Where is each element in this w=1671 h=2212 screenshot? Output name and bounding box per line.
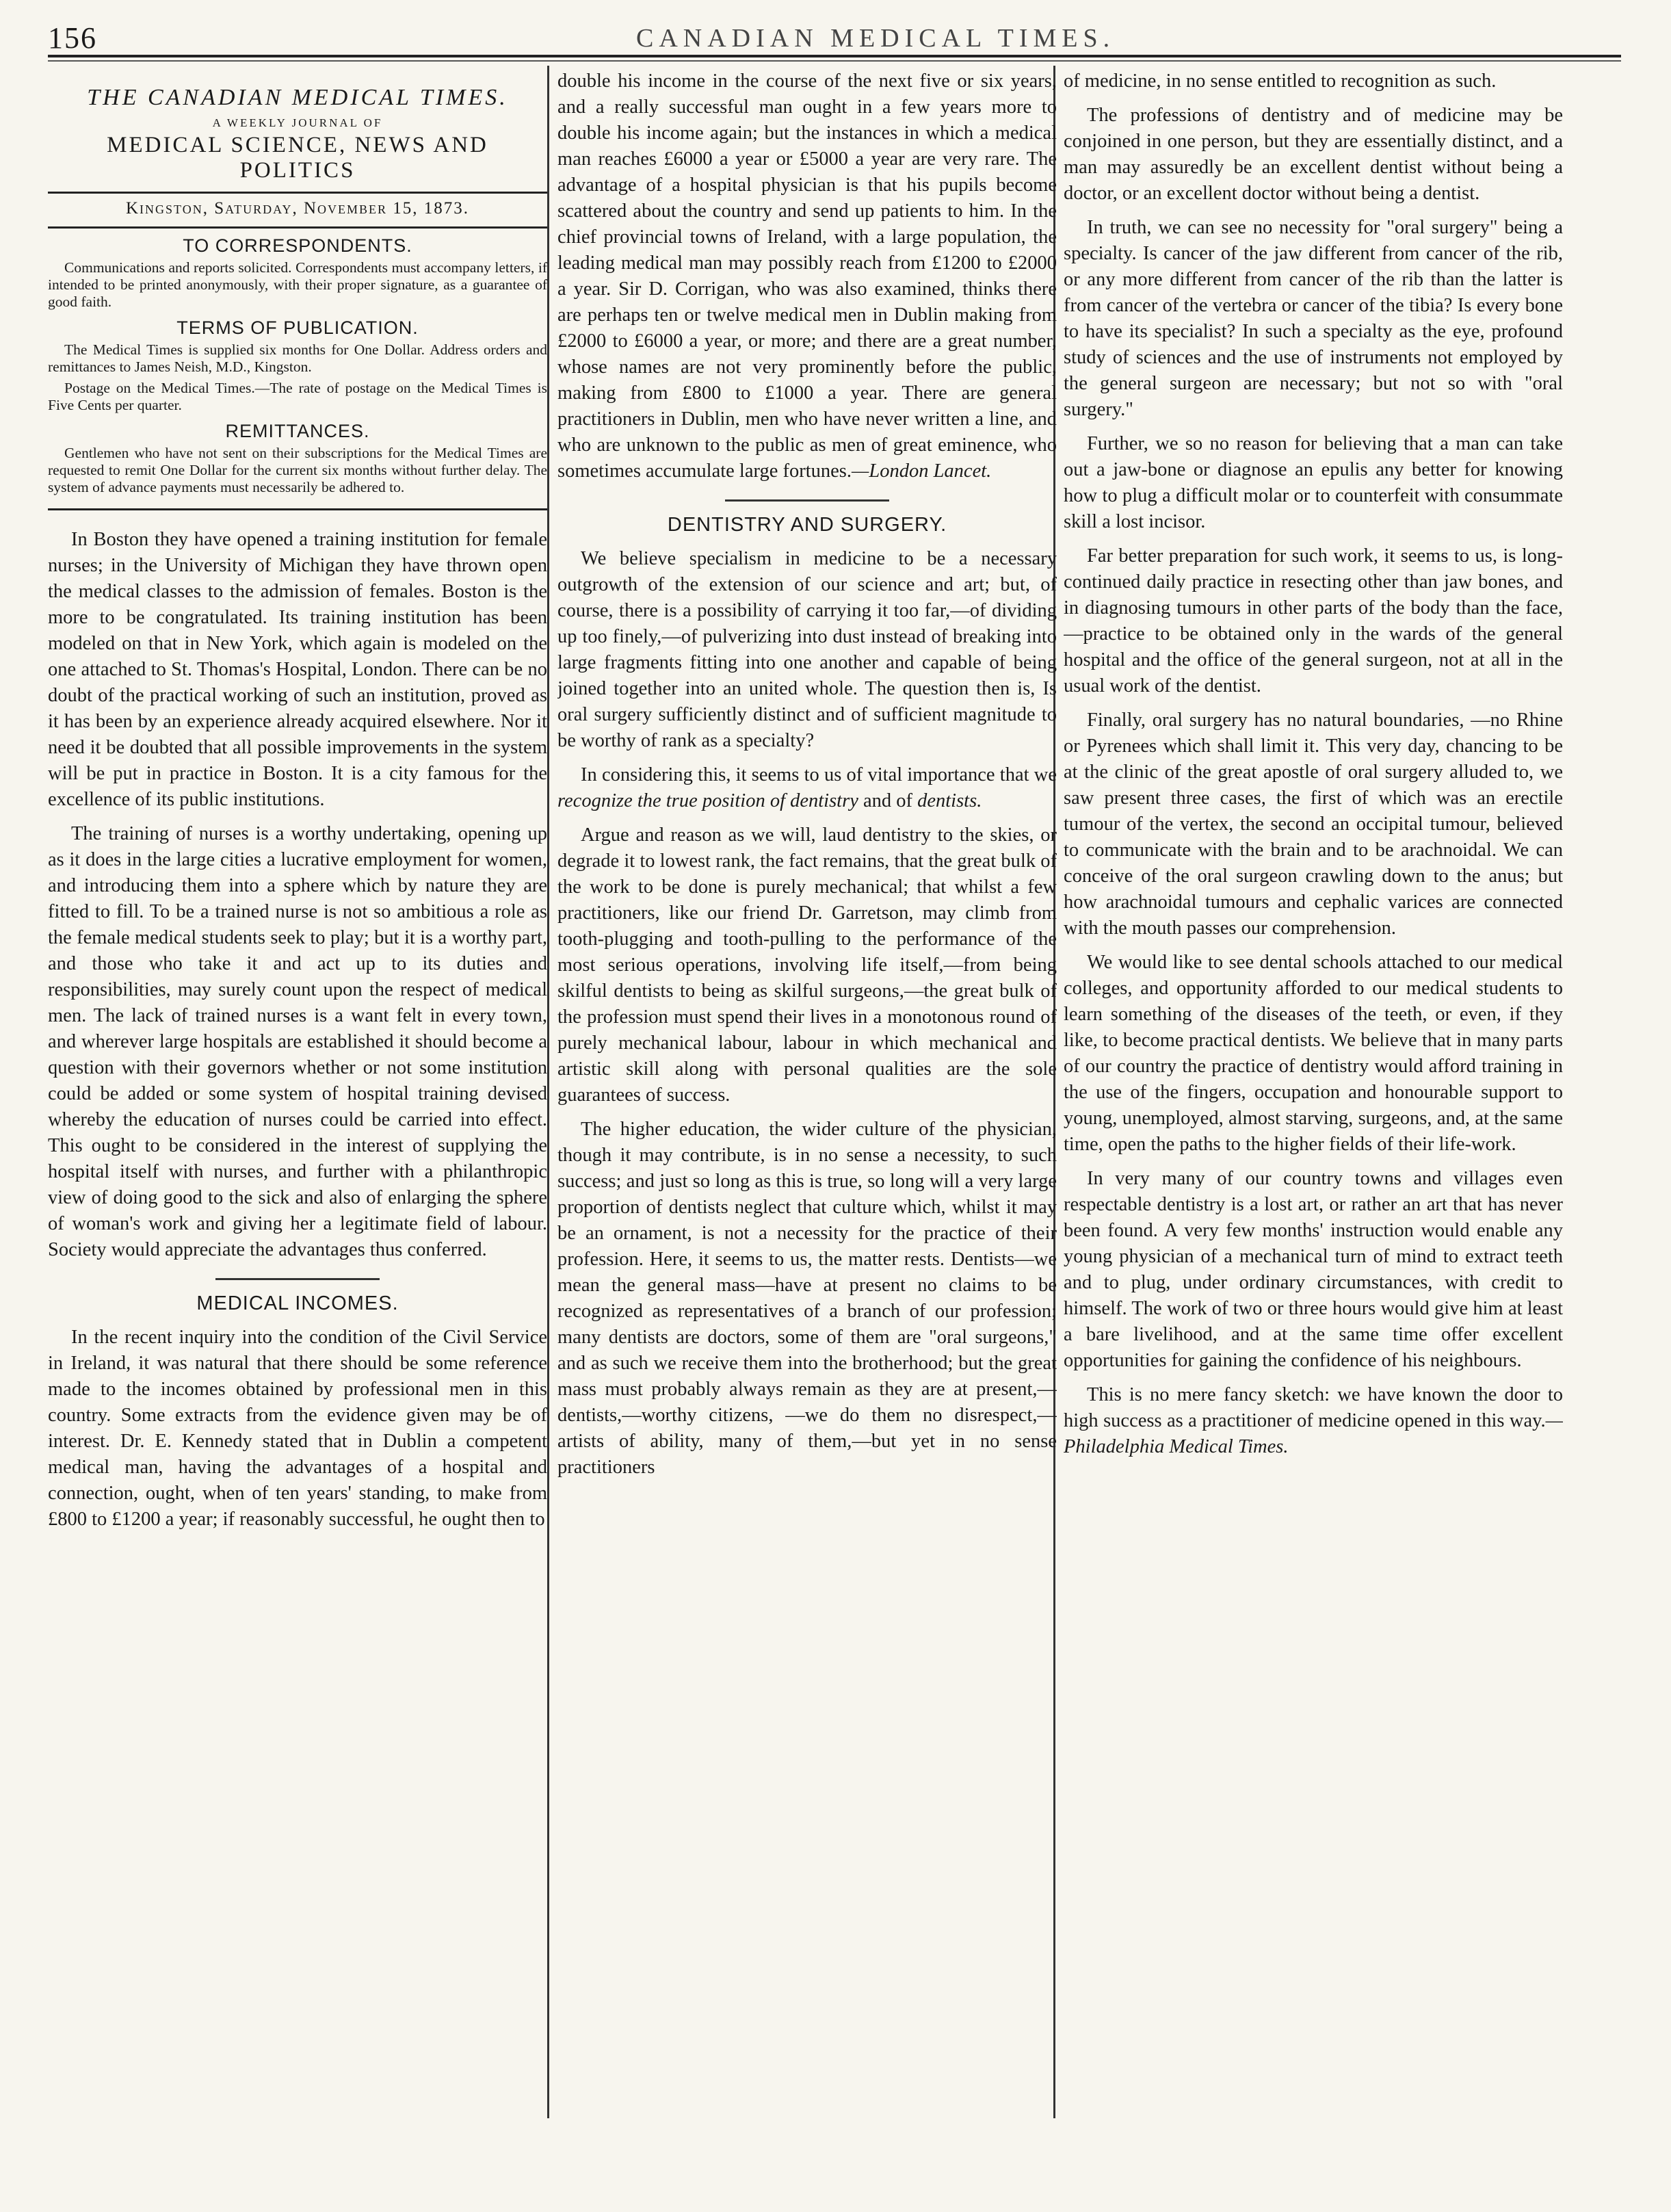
column-1 [48, 68, 547, 2162]
source-citation: —London Lancet. [852, 460, 992, 482]
paragraph-text: In considering this, it seems to us of vital importance that we [581, 764, 1057, 785]
section-rule [48, 508, 547, 510]
article-paragraph: of medicine, in no sense entitled to recognition as such. [1064, 70, 1497, 92]
notice-heading: TO CORRESPONDENTS. [183, 235, 412, 256]
notice-text: Communications and reports solicited. Correspondents must accompany letters, if intended to be printed anonymously, with their proper signature, as a guarantee of good faith. [48, 259, 547, 310]
notice-heading: TERMS OF PUBLICATION. [176, 317, 419, 338]
emphasis-text: recognize the true position of dentistry [557, 790, 858, 811]
column-divider [547, 66, 549, 2118]
article-paragraph [557, 68, 1057, 484]
header-rule-thin [48, 60, 1621, 62]
notice-text: The Medical Times is supplied six months for One Dollar. Address orders and remittances to James Neish, M.D., Kingston. [48, 341, 547, 375]
notice-text: Postage on the Medical Times.—The rate of postage on the Medical Times is Five Cents per quarter. [48, 380, 547, 413]
article-paragraph: We would like to see dental schools attached to our medical colleges, and opportunity afforded to our medical students to learn something of the diseases of the teeth, or even, if they like, to become practical dentists. We believe that in many parts of our country the practice of dentistry would afford training in the use of the fingers, occupation and honourable support to young, unemployed, almost starving, surgeons, and, at the same time, open the paths to the higher fields of their life-work. [1064, 952, 1563, 1155]
article-paragraph: Argue and reason as we will, laud dentistry to the skies, or degrade it to lowest rank, the fact remains, that the great bulk of the work to be done is purely mechanical; that whilst a few practitioners, like our friend Dr. Garretson, may climb from tooth-plugging and tooth-pulling to the performance of the most serious operations, involving life itself,—from being skilful dentists to being as skilful surgeons,—the great bulk of the profession must spend their lives in a monotonous round of purely mechanical labour, labour in which mechanical and artistic skill along with personal qualities are the sole guarantees of success. [557, 824, 1057, 1106]
running-head [48, 21, 1614, 53]
section-rule [725, 499, 889, 502]
paragraph-text: and of [858, 790, 918, 811]
column-2 [557, 68, 1057, 2162]
header-rule [48, 55, 1621, 57]
dateline: Kingston, Saturday, November 15, 1873. [125, 199, 470, 218]
article-paragraph: Further, we so no reason for believing that a man can take out a jaw-bone or diagnose an epulis any better for knowing how to plug a difficult molar or to counterfeit with consummate skill a lost incisor. [1064, 433, 1563, 532]
notice-heading: REMITTANCES. [225, 421, 370, 441]
masthead-subtitle-2: MEDICAL SCIENCE, NEWS AND POLITICS [107, 133, 488, 183]
running-title: CANADIAN MEDICAL TIMES. [636, 24, 1116, 53]
article-paragraph: Far better preparation for such work, it seems to us, is long-continued daily practice in resecting other than jaw bones, and in diagnosing tumours in other parts of the body than the face,—practice to be obtained only in the wards of the general hospital and the office of the general surgeon, not at all in the usual work of the dentist. [1064, 545, 1563, 697]
article-paragraph: In Boston they have opened a training institution for female nurses; in the University of Michigan they have thrown open the medical classes to the admission of females. Boston is the more to be congratulated. Its training institution has been modeled on that in New York, which again is modeled on the one attached to St. Thomas's Hospital, London. There can be no doubt of the practical working of such an institution, proved as it has been by an experience already acquired elsewhere. Nor it need it be doubted that all possible improvements in the system will be put in practice in Boston. It is a city famous for the excellence of its public institutions. [48, 529, 547, 810]
emphasis-text: dentists. [917, 790, 982, 811]
masthead-subtitle: A WEEKLY JOURNAL OF [212, 116, 383, 129]
masthead-title: THE CANADIAN MEDICAL TIMES. [87, 85, 508, 110]
section-heading-medical-incomes: MEDICAL INCOMES. [196, 1292, 399, 1314]
source-citation: —Philadelphia Medical Times. [1064, 1410, 1563, 1457]
article-paragraph: In very many of our country towns and villages even respectable dentistry is a lost art, or rather an art that has never been found. A very few months' instruction would enable any young physician of a mechanical turn of mind to extract teeth and to plug, under ordinary circumstances, with credit to himself. The work of two or three hours would give him at least a bare livelihood, and at the same time offer excellent opportunities for gaining the confidence of his neighbours. [1064, 1168, 1563, 1371]
article-paragraph: In truth, we can see no necessity for "oral surgery" being a specialty. Is cancer of the jaw different from cancer of the rib, or any more different from cancer of the rib than the latter is from cancer of the vertebra or cancer of the tibia? Is every bone to have its specialist? In such a specialty as the eye, profound study of sciences and the use of instruments not employed by the general surgeon are necessary; but not so with "oral surgery." [1064, 217, 1563, 420]
column-3 [1064, 68, 1563, 2162]
paragraph-text: This is no mere fancy sketch: we have known the door to high success as a practitioner of medicine opened in this way. [1064, 1384, 1563, 1431]
article-paragraph: The higher education, the wider culture of the physician, though it may contribute, is in no sense a necessity, to such success; and just so long as this is true, so long will a very large proportion of dentists neglect that culture which, whilst it may be an ornament, is not a necessity for the practice of their profession. Here, it seems to us, the matter rests. Dentists—we mean the general mass—have at present no claims to be recognized as representatives of a branch of our profession; many dentists are doctors, some of them are "oral surgeons," and as such we receive them into the brotherhood; but the great mass must probably always remain as they are at present,—dentists,—worthy citizens, —we do them no disrespect,—artists of ability, many of them,—but yet in no sense practitioners [557, 1119, 1057, 1478]
article-paragraph: In the recent inquiry into the condition of the Civil Service in Ireland, it was natural that there should be some reference made to the incomes obtained by professional men in this country. Some extracts from the evidence given may be of interest. Dr. E. Kennedy stated that in Dublin a competent medical man, having the advantages of a hospital and connection, ought, when of ten years' standing, to make from £800 to £1200 a year; if reasonably successful, he ought then to [48, 1327, 547, 1530]
notice-text: Gentlemen who have not sent on their subscriptions for the Medical Times are requested to remit One Dollar for the current six months without further delay. The system of advance payments must necessarily be adhered to. [48, 445, 547, 495]
section-rule [215, 1278, 380, 1280]
section-heading-dentistry: DENTISTRY AND SURGERY. [667, 514, 947, 536]
article-paragraph: Finally, oral surgery has no natural boundaries, —no Rhine or Pyrenees which shall limit it. This very day, chancing to be at the clinic of the great apostle of oral surgery alluded to, we saw present three cases, the first of which was an erectile tumour of the vertex, the second an occipital tumour, believed to communicate with the brain and to be arachnoidal. We can conceive of the oral surgeon crawling down to the anus; but how arachnoidal tumours and cephalic varices are connected with the mouth passes our comprehension. [1064, 710, 1563, 939]
paragraph-text: double his income in the course of the next five or six years, and a really successful man ought in a few years more to double his income again; but the instances in which a medical man reaches £6000 a year or £5000 a year are very rare. The advantage of a hospital physician is that his pupils become scattered about the country and send up patients to him. In the chief provincial towns of Ireland, with a large population, the leading medical man may possibly reach from £1200 to £2000 a year. Sir D. Corrigan, who was also examined, thinks there are perhaps ten or twelve medical men in Dublin making from £2000 to £6000 a year, or more; and there are a great number, whose names are not very prominently before the public, making from £800 to £1000 a year. There are general practitioners in Dublin, men who have never written a line, and who are unknown to the public as men of great eminence, who sometimes accumulate large fortunes. [557, 70, 1057, 482]
masthead-rule [48, 226, 547, 229]
article-paragraph: We believe specialism in medicine to be a necessary outgrowth of the extension of our science and art; but, of course, there is a possibility of carrying it too far,—of dividing up too finely,—of pulverizing into dust instead of breaking into large fragments fitting into one another and capable of being joined together into an united whole. The question then is, Is oral surgery sufficiently distinct and of sufficient magnitude to be worthy of rank as a specialty? [557, 548, 1057, 751]
article-paragraph: The training of nurses is a worthy undertaking, opening up as it does in the large cities a lucrative employment for women, and introducing them into a sphere which by nature they are fitted to fill. To be a trained nurse is not so ambitious a role as the female medical students seek to play; but it is a worthy part, and those who take it and act up to its duties and responsibilities, may surely count upon the respect of medical men. The lack of trained nurses is a want felt in every town, and wherever large hospitals are established it should become a question with their governors whether or not some institution could be added or some system of hospital training devised whereby the education of nurses could be carried into effect. This ought to be considered in the interest of supplying the hospital itself with nurses, and further with a philanthropic view of doing good to the sick and also of enlarging the sphere of woman's work and giving her a legitimate field of labour. Society would appreciate the advantages thus conferred. [48, 823, 547, 1260]
masthead-rule [48, 192, 547, 194]
page-number: 156 [48, 21, 97, 55]
article-paragraph [557, 762, 1057, 814]
article-paragraph [1064, 1382, 1563, 1460]
article-paragraph: The professions of dentistry and of medicine may be conjoined in one person, but they are essentially distinct, and a man may assuredly be an excellent dentist without being a doctor, or an excellent doctor without being a dentist. [1064, 105, 1563, 204]
